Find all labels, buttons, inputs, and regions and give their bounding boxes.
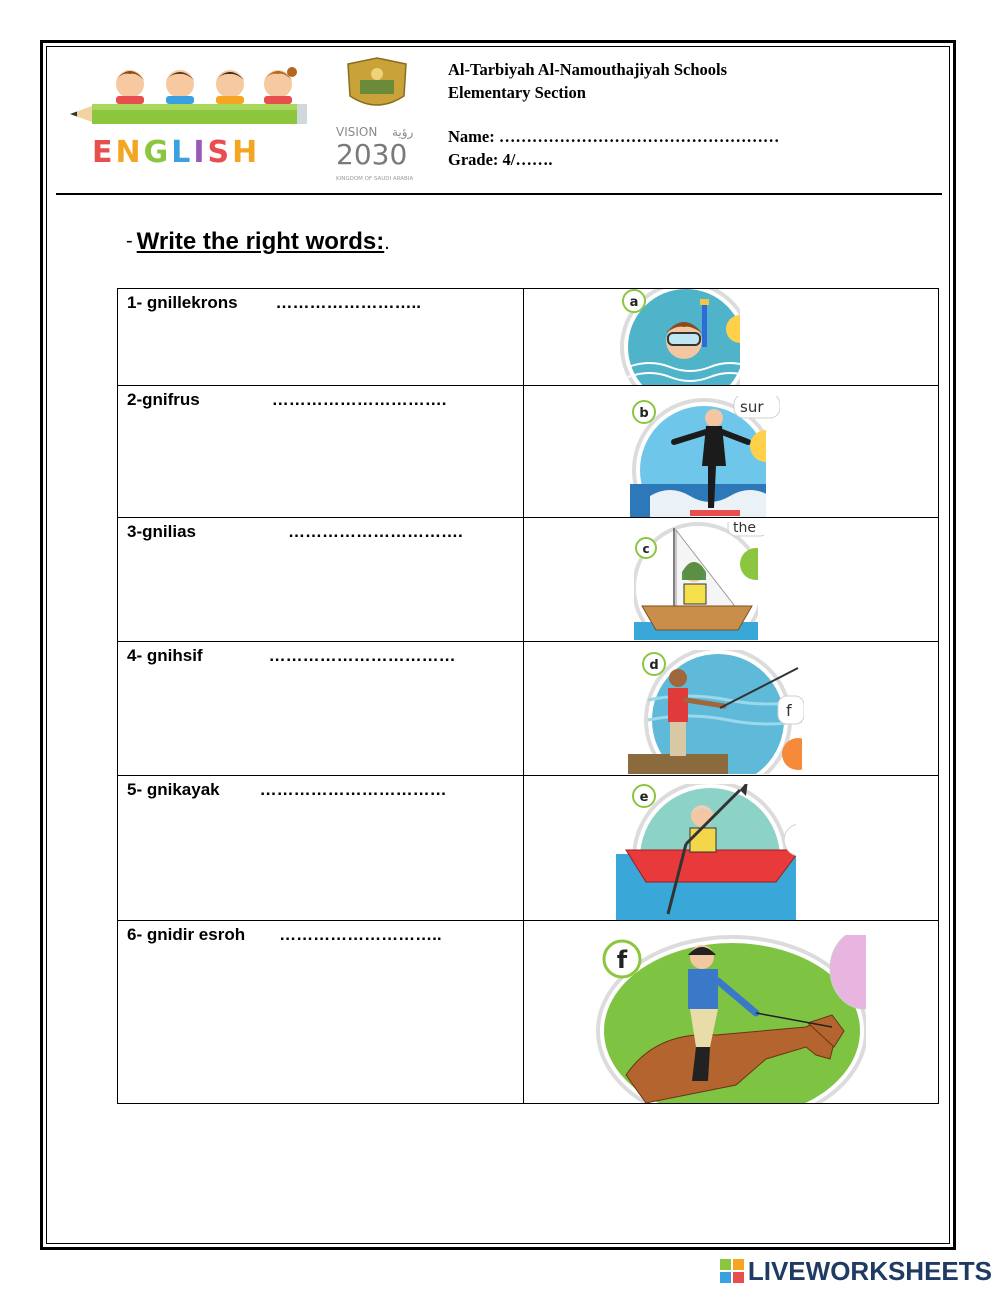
answer-blank: …………………………… [268,646,456,665]
table-row [118,642,939,776]
word-cell[interactable] [118,776,524,921]
liveworksheets-wordmark: LIVEWORKSHEETS [747,1255,992,1286]
table-row [118,921,939,1104]
picture-cell [523,518,938,642]
picture-caption: the [732,522,756,536]
word-cell[interactable] [118,921,524,1104]
instruction [126,228,390,256]
answer-blank: ……………………….. [279,925,442,944]
picture-letter: b [639,406,649,421]
word-cell[interactable] [118,289,524,386]
school-info [448,58,779,171]
row-number: 4- [127,646,143,665]
horse-riding-picture [586,935,868,1103]
instruction-text: Write the right words: [136,228,385,255]
instruction-dash: - [126,230,133,252]
answer-blank: …………………………. [271,390,447,409]
picture-cell [523,921,938,1104]
sailing-picture [634,522,764,640]
scrambled-word: gnikayak [146,780,220,799]
picture-cell [523,386,938,518]
word-cell[interactable] [118,642,524,776]
vision-arabic: رؤية [392,125,414,139]
table-row [118,776,939,921]
table-row [118,518,939,642]
row-number: 5- [127,780,143,799]
school-section: Elementary Section [448,83,586,102]
grade-field-line: Grade: 4/……. [448,150,553,169]
scrambled-word: gnihsif [146,646,203,665]
picture-letter: d [649,658,659,673]
scrambled-word: gnifrus [142,390,200,409]
word-cell[interactable] [118,386,524,518]
fishing-picture [628,650,804,774]
row-number: 1- [127,293,143,312]
picture-letter: e [639,790,649,805]
row-number: 2- [127,390,143,409]
vision-2030-logo [330,56,425,186]
picture-caption: f [785,701,792,720]
kayaking-picture [616,784,800,920]
picture-letter: f [616,946,627,974]
table-row [118,289,939,386]
picture-letter: c [642,542,650,556]
scrambled-word: gnillekrons [146,293,238,312]
instruction-period: . [384,232,390,254]
answer-blank: …………………………… [259,780,447,799]
scrambled-word: gnidir esroh [146,925,246,944]
liveworksheets-icon [720,1259,744,1283]
answer-blank: …………………….. [275,293,421,312]
vision-title: VISION [336,125,378,139]
name-field-line: Name: …………………………………………… [448,127,780,146]
svg-text:ENGLISH: ENGLISH [92,135,261,170]
worksheet-table [117,288,939,1104]
row-number: 3- [127,522,143,541]
header-divider [56,193,942,195]
picture-cell [523,642,938,776]
liveworksheets-brand[interactable] [720,1256,992,1286]
surfing-picture [630,396,780,517]
row-number: 6- [127,925,143,944]
answer-blank: …………………………. [287,522,463,541]
table-row [118,386,939,518]
snorkelling-picture [620,289,750,385]
picture-cell [523,776,938,921]
school-name: Al-Tarbiyah Al-Namouthajiyah Schools [448,60,728,79]
vision-kingdom: KINGDOM OF SAUDI ARABIA [336,176,414,182]
picture-letter: a [629,295,639,310]
vision-year: 2030 [336,138,408,171]
picture-cell [523,289,938,386]
scrambled-word: gnilias [142,522,196,541]
picture-caption: sur [739,398,764,416]
english-logo [70,62,310,172]
word-cell[interactable] [118,518,524,642]
